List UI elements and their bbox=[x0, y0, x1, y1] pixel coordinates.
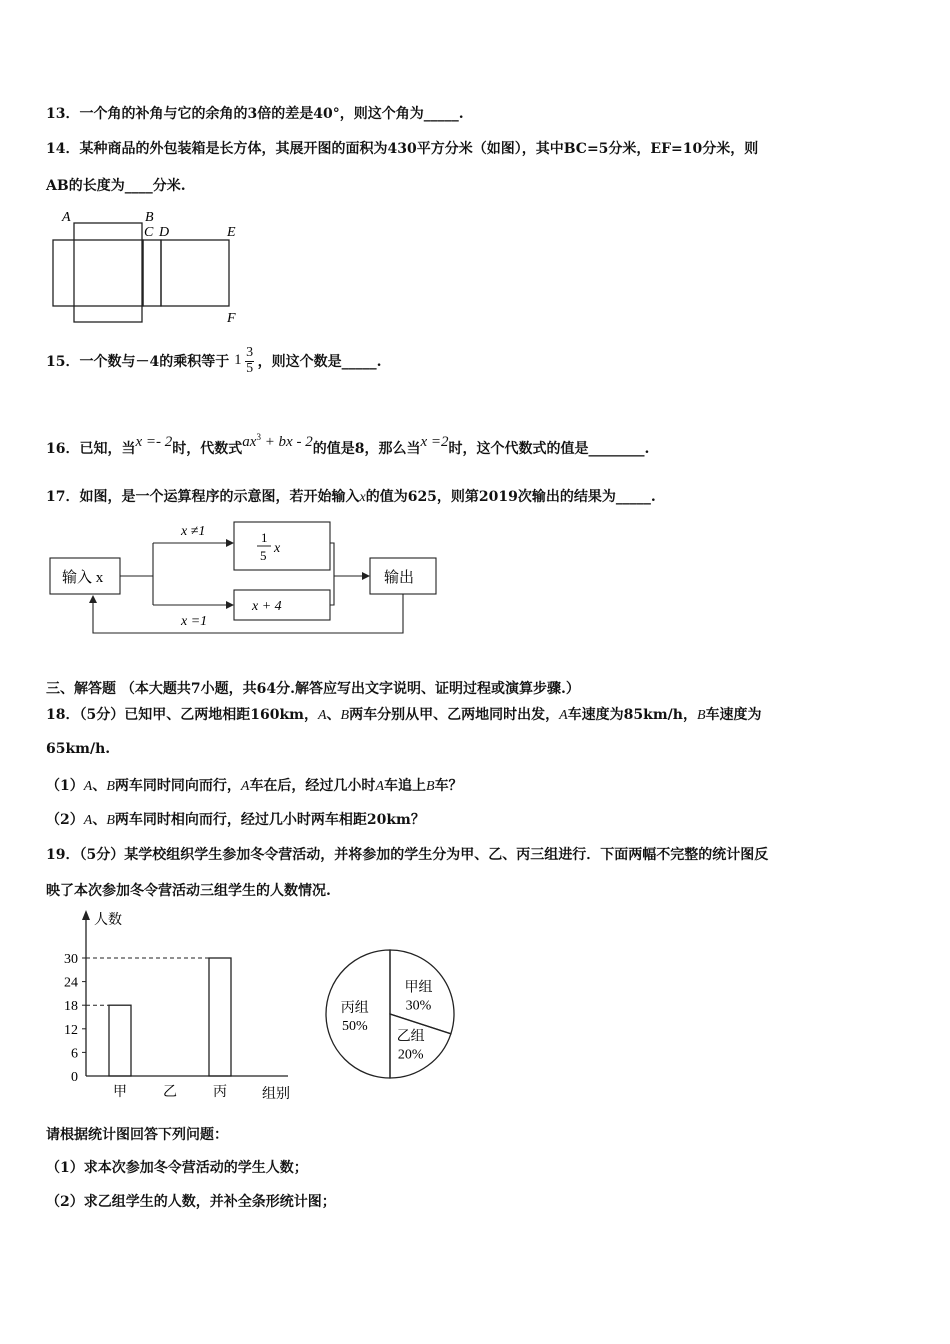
q18-car-b2: B bbox=[696, 708, 706, 723]
q18-s1-car-a2: A bbox=[240, 779, 250, 794]
q18-s2b: 两车同时相向而行，经过几小时两车相距20km？ bbox=[114, 812, 425, 828]
question-15 bbox=[46, 346, 381, 376]
q17-post: 的值为625，则第2019次输出的结果为_____. bbox=[365, 489, 656, 505]
label-e: E bbox=[227, 225, 236, 240]
question-18-line1 bbox=[46, 704, 762, 724]
pie-slice-value: 30% bbox=[405, 998, 432, 1014]
pie-slice-label: 丙组 bbox=[340, 1001, 369, 1016]
flow-cond-bottom: x =1 bbox=[181, 614, 208, 629]
question-13: 13．一个角的补角与它的余角的3倍的差是40°，则这个角为_____. bbox=[46, 106, 464, 122]
flow-frac-num: 1 bbox=[261, 530, 268, 545]
q18-s1-car-b: B bbox=[106, 779, 115, 794]
section-3-title: 三、解答题 （本大题共7小题，共64分.解答应写出文字说明、证明过程或演算步骤.） bbox=[46, 681, 580, 697]
pie-chart bbox=[322, 946, 462, 1086]
question-18-line2: 65km/h. bbox=[46, 741, 111, 757]
label-d: D bbox=[159, 225, 170, 240]
bar-chart-xtick: 丙 bbox=[213, 1085, 227, 1100]
q16-expr-b: + bx - 2 bbox=[260, 434, 313, 450]
q18-l1b: 两车分别从甲、乙两地同时出发， bbox=[349, 707, 560, 723]
flow-cond-top: x ≠1 bbox=[181, 524, 206, 539]
q16-p4: 时，这个代数式的值是________. bbox=[448, 441, 650, 457]
bar-chart-ytick: 0 bbox=[71, 1070, 78, 1085]
question-16 bbox=[46, 432, 649, 458]
bar bbox=[109, 1005, 131, 1076]
bar-chart-xtick: 甲 bbox=[113, 1085, 127, 1100]
q16-p1: 16．已知，当 bbox=[46, 441, 136, 457]
q18-car-a: A bbox=[317, 708, 327, 723]
q18-s2-sep: 、 bbox=[92, 812, 107, 828]
q18-s2a: （2） bbox=[46, 812, 84, 828]
box-net-figure bbox=[50, 206, 250, 326]
bar-chart-ylabel: 人数 bbox=[94, 913, 122, 928]
question-14-line1: 14．某种商品的外包装箱是长方体，其展开图的面积为430平方分米（如图），其中BC=5分米，EF=10分米，则 bbox=[46, 141, 759, 157]
question-19-line1: 19．（5分）某学校组织学生参加冬令营活动，并将参加的学生分为甲、乙、丙三组进行．下面两幅不完整的统计图反 bbox=[46, 847, 769, 863]
q18-s1-car-a: A bbox=[83, 779, 93, 794]
q18-s1-car-b2: B bbox=[426, 779, 435, 794]
q18-l1c: 车速度为85km/h， bbox=[567, 707, 697, 723]
bar bbox=[209, 958, 231, 1076]
label-a: A bbox=[62, 210, 71, 225]
label-c: C bbox=[144, 225, 154, 240]
q18-s1d: 车追上 bbox=[384, 778, 426, 794]
flowchart bbox=[48, 518, 448, 638]
q18-s2-car-b: B bbox=[106, 813, 115, 828]
flow-input-label: 输入 x bbox=[62, 570, 104, 586]
flow-frac-var: x bbox=[274, 541, 281, 556]
q17-var: x bbox=[359, 490, 366, 505]
pie-slice bbox=[390, 1014, 451, 1078]
q16-expr-a: ax bbox=[242, 434, 257, 450]
flow-output-label: 输出 bbox=[384, 570, 415, 586]
label-b: B bbox=[145, 210, 154, 225]
flow-bottom-expr: x + 4 bbox=[252, 599, 282, 614]
mixed-num: 3 bbox=[246, 345, 254, 360]
q16-p2: 时，代数式 bbox=[172, 441, 243, 457]
q18-s1-car-a3: A bbox=[375, 779, 384, 794]
q18-s1c: 车在后，经过几小时 bbox=[249, 778, 376, 794]
q18-s1a: （1） bbox=[46, 778, 84, 794]
pie-slice-value: 50% bbox=[341, 1019, 368, 1034]
q18-s1-sep: 、 bbox=[92, 778, 107, 794]
bar-chart-xlabel: 组别 bbox=[262, 1087, 290, 1102]
question-19-sub1: （1）求本次参加冬令营活动的学生人数； bbox=[46, 1160, 308, 1176]
q18-s2-car-a: A bbox=[83, 813, 93, 828]
q18-car-a2: A bbox=[559, 708, 568, 723]
q15-post: ，则这个数是_____. bbox=[257, 354, 382, 371]
question-19-prompt: 请根据统计图回答下列问题： bbox=[46, 1127, 228, 1143]
bar-chart-ytick: 24 bbox=[64, 975, 78, 991]
pie-slice-value: 20% bbox=[397, 1047, 424, 1063]
bar-chart-ytick: 6 bbox=[71, 1046, 78, 1062]
question-14-line2: AB的长度为____分米. bbox=[46, 178, 186, 194]
bar-chart-ytick: 30 bbox=[64, 952, 78, 967]
q18-l1a: 18．（5分）已知甲、乙两地相距160km， bbox=[46, 707, 318, 723]
q15-pre: 15．一个数与－4的乘积等于 bbox=[46, 354, 230, 371]
question-18-sub1 bbox=[46, 775, 463, 795]
bar-chart-ytick: 18 bbox=[64, 999, 78, 1015]
question-17 bbox=[46, 486, 656, 506]
bar-chart-xtick: 乙 bbox=[163, 1085, 177, 1100]
q16-cond2: x =2 bbox=[420, 434, 449, 450]
q16-expr-exp: 3 bbox=[256, 432, 261, 442]
q16-p3: 的值是8，那么当 bbox=[312, 441, 421, 457]
q16-expr bbox=[242, 434, 312, 450]
bar-chart-ytick: 12 bbox=[64, 1022, 78, 1038]
bar-chart bbox=[40, 908, 310, 1103]
flow-frac-den: 5 bbox=[260, 548, 267, 563]
q17-pre: 17．如图，是一个运算程序的示意图，若开始输入 bbox=[46, 489, 360, 505]
question-18-sub2 bbox=[46, 809, 425, 829]
q18-car-b: B bbox=[340, 708, 350, 723]
question-19-line2: 映了本次参加冬令营活动三组学生的人数情况. bbox=[46, 883, 331, 899]
q18-s1e: 车？ bbox=[434, 778, 463, 794]
mixed-den: 5 bbox=[246, 360, 254, 376]
q18-sep: 、 bbox=[326, 707, 341, 723]
pie-slice-label: 乙组 bbox=[396, 1029, 425, 1045]
mixed-number bbox=[234, 345, 258, 376]
q16-cond1: x =- 2 bbox=[135, 434, 173, 450]
q18-l1d: 车速度为 bbox=[705, 707, 762, 723]
label-f: F bbox=[227, 311, 236, 326]
q18-s1b: 两车同时同向而行， bbox=[114, 778, 241, 794]
mixed-whole: 1 bbox=[234, 352, 242, 369]
question-19-sub2: （2）求乙组学生的人数，并补全条形统计图； bbox=[46, 1194, 336, 1210]
pie-slice-label: 甲组 bbox=[404, 980, 433, 996]
